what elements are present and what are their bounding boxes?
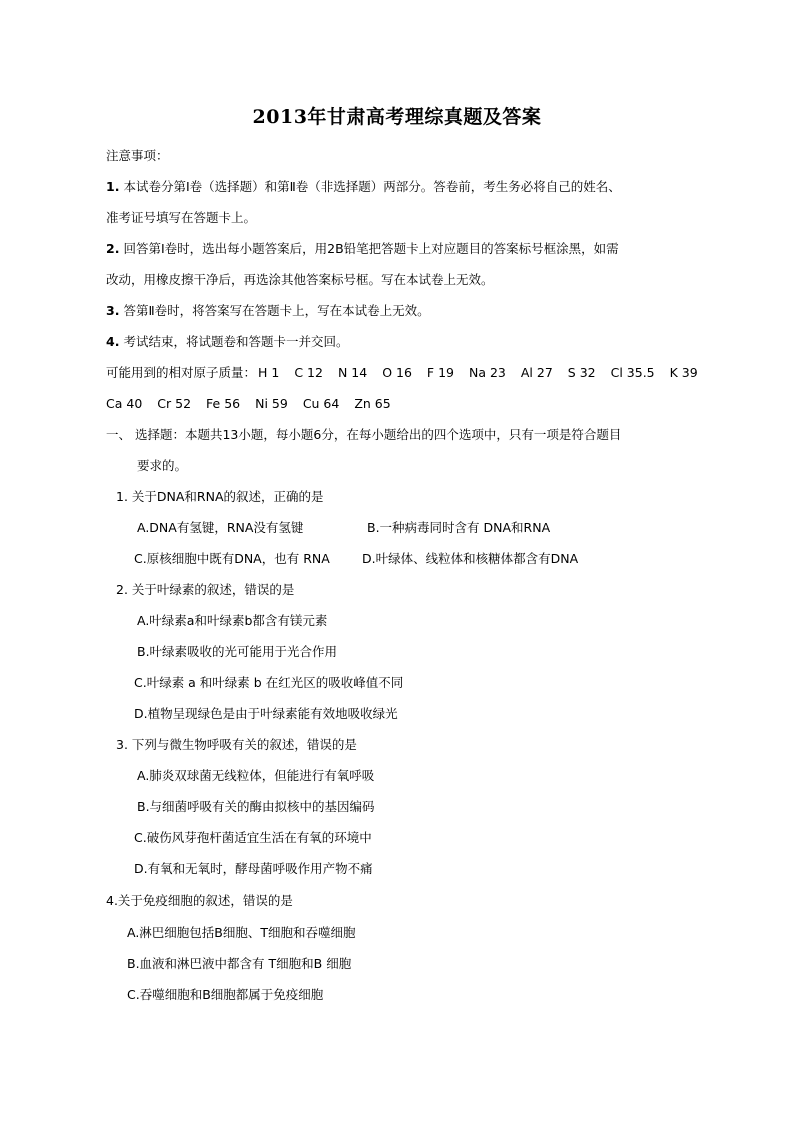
page-title: 2013年甘肃高考理综真题及答案: [252, 106, 542, 128]
atomic-mass-item: S 32: [567, 365, 596, 380]
atomic-mass-item: Ni 59: [255, 396, 288, 411]
notice-item-2-number: 2.: [106, 241, 120, 256]
section-heading: 一、 选择题：本题共13小题，每小题6分，在每小题给出的四个选项中，只有一项是符合题目: [106, 427, 622, 442]
question-1-stem: 1. 关于DNA和RNA的叙述，正确的是: [116, 489, 324, 504]
atomic-mass-label: 可能用到的相对原子质量：: [106, 365, 257, 380]
question-1-option-c: C.原核细胞中既有DNA，也有 RNA: [134, 551, 330, 566]
notice-heading: 注意事项：: [106, 148, 169, 163]
notice-item-2-cont: 改动，用橡皮擦干净后，再选涂其他答案标号框。写在本试卷上无效。: [106, 272, 494, 287]
atomic-mass-item: H 1: [258, 365, 280, 380]
question-4-option-c: C.吞噬细胞和B细胞都属于免疫细胞: [127, 987, 324, 1002]
atomic-mass-item: K 39: [669, 365, 698, 380]
question-2-stem: 2. 关于叶绿素的叙述，错误的是: [116, 582, 295, 597]
notice-item-4-number: 4.: [106, 334, 120, 349]
atomic-mass-item: Al 27: [520, 365, 553, 380]
question-1-option-a: A.DNA有氢键，RNA没有氢键: [137, 520, 304, 535]
atomic-mass-item: Fe 56: [206, 396, 241, 411]
notice-item-1: [106, 177, 621, 197]
atomic-mass-item: Cl 35.5: [610, 365, 655, 380]
section-heading-cont: 要求的。: [137, 458, 188, 473]
atomic-mass-item: Ca 40: [106, 396, 143, 411]
question-1-option-b: B.一种病毒同时含有 DNA和RNA: [367, 520, 551, 535]
question-3-stem: 3. 下列与微生物呼吸有关的叙述，错误的是: [116, 737, 357, 752]
atomic-mass-row-2: [106, 394, 391, 414]
notice-item-2: [106, 239, 619, 259]
question-4-option-a: A.淋巴细胞包括B细胞、T细胞和吞噬细胞: [127, 925, 356, 940]
atomic-mass-item: F 19: [426, 365, 454, 380]
atomic-mass-item: N 14: [337, 365, 368, 380]
atomic-mass-item: Cu 64: [302, 396, 340, 411]
atomic-mass-item: Na 23: [468, 365, 506, 380]
question-3-option-a: A.肺炎双球菌无线粒体，但能进行有氧呼吸: [137, 768, 375, 783]
question-3-option-c: C.破伤风芽孢杆菌适宜生活在有氧的环境中: [134, 830, 372, 845]
notice-item-1-text: 本试卷分第Ⅰ卷（选择题）和第Ⅱ卷（非选择题）两部分。答卷前，考生务必将自己的姓名、: [123, 179, 621, 194]
notice-item-4: [106, 332, 348, 352]
atomic-mass-item: Zn 65: [354, 396, 391, 411]
atomic-mass-item: C 12: [294, 365, 323, 380]
question-1-option-d: D.叶绿体、线粒体和核糖体都含有DNA: [362, 551, 579, 566]
notice-item-2-text: 回答第Ⅰ卷时，选出每小题答案后，用2B铅笔把答题卡上对应题目的答案标号框涂黑，如需: [123, 241, 619, 256]
question-2-option-d: D.植物呈现绿色是由于叶绿素能有效地吸收绿光: [134, 706, 398, 721]
question-2-option-a: A.叶绿素a和叶绿素b都含有镁元素: [137, 613, 328, 628]
question-4-option-b: B.血液和淋巴液中都含有 T细胞和B 细胞: [127, 956, 352, 971]
question-4-stem: 4.关于免疫细胞的叙述，错误的是: [106, 893, 293, 908]
question-3-option-b: B.与细菌呼吸有关的酶由拟核中的基因编码: [137, 799, 375, 814]
question-3-option-d: D.有氧和无氧时，酵母菌呼吸作用产物不痛: [134, 861, 373, 876]
notice-item-4-text: 考试结束，将试题卷和答题卡一并交回。: [123, 334, 349, 349]
question-2-option-b: B.叶绿素吸收的光可能用于光合作用: [137, 644, 338, 659]
notice-item-3-number: 3.: [106, 303, 120, 318]
atomic-mass-row-1: [106, 363, 698, 383]
notice-item-3-text: 答第Ⅱ卷时，将答案写在答题卡上，写在本试卷上无效。: [123, 303, 430, 318]
notice-item-1-cont: 准考证号填写在答题卡上。: [106, 210, 257, 225]
notice-item-3: [106, 301, 430, 321]
notice-item-1-number: 1.: [106, 179, 120, 194]
atomic-mass-item: O 16: [382, 365, 412, 380]
question-2-option-c: C.叶绿素 a 和叶绿素 b 在红光区的吸收峰值不同: [134, 675, 404, 690]
atomic-mass-item: Cr 52: [157, 396, 192, 411]
